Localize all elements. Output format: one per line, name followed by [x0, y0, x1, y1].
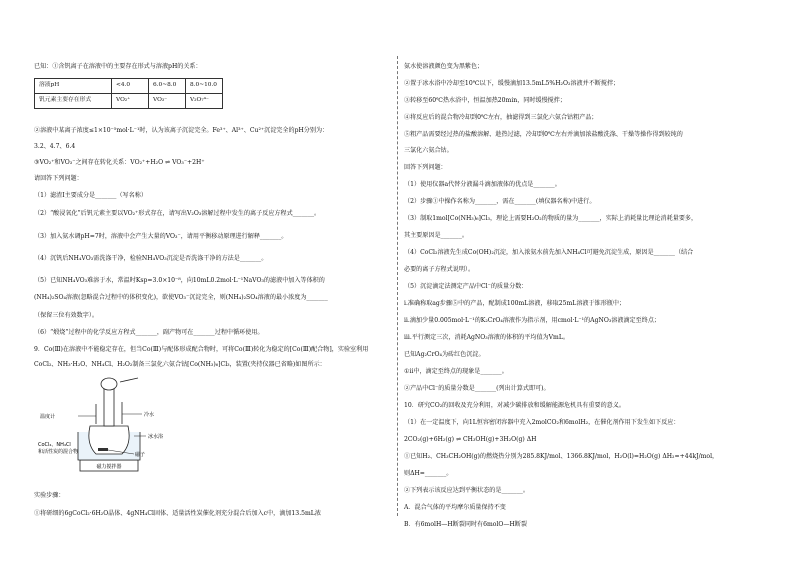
thermometer-label: 温度计 — [40, 414, 56, 420]
table-row — [35, 79, 223, 94]
known-conditions-intro: 已知：①含钒离子在溶液中的主要存在形式与溶液pH的关系： — [34, 63, 202, 70]
question-line: 必要的离子方程式说明）。 — [404, 266, 475, 273]
mixture-label-1: CoCl₂、NH₄Cl — [38, 442, 71, 448]
text-line: ③转移至60℃热水浴中，恒温加热20min，同时缓慢搅拌； — [404, 97, 566, 104]
text-line: 三氯化六氨合钴。 — [404, 147, 453, 154]
question-line: ①已知H₂、CH₃CH₂OH(g)的燃烧热分别为285.8KJ/mol、1366.8KJ/mol，H₂O(l)=H₂O(g) ΔH₂=+44kJ/mol， — [404, 453, 719, 460]
apparatus-diagram — [38, 374, 178, 474]
mixture-label-2: 和活性炭的混合物 — [38, 449, 79, 455]
question-line: （1）使用仪器a代替分液漏斗滴加液体的优点是_______。 — [404, 181, 561, 188]
question-line: （保留三位有效数字）。 — [34, 312, 98, 319]
text-line: ②置于冰水浴中冷却至10℃以下，缓慢滴加13.5mL5%H₂O₂溶液并不断搅拌； — [404, 80, 620, 87]
table-cell: <4.0 — [112, 79, 149, 94]
magnet-label: 磁子 — [135, 452, 146, 458]
equation-line: 2CO₂(g)+6H₂(g) ⇌ CH₃OH(g)+3H₂O(g) ΔH — [404, 436, 537, 443]
flask-neck — [104, 388, 114, 426]
table-cell: VO₂⁺ — [112, 94, 149, 109]
text-line: 3.2、4.7、6.4 — [34, 143, 76, 150]
question-line: （6）“煅烧”过程中的化学反应方程式_______，副产物可在_______过程中循环使用。 — [34, 329, 264, 336]
table-cell: 钒元素主要存在形式 — [35, 94, 112, 109]
question-line: （1）滤渣Ⅰ主要成分是_______（写名称） — [34, 192, 147, 199]
text-line: 回答下列问题： — [404, 164, 447, 171]
question-line: （4）沉钒后NH₄VO₃需洗涤干净，检验NH₄VO₃沉淀是否洗涤干净的方法是_______。 — [34, 255, 268, 262]
question-line: 已知Ag₂CrO₄为砖红色沉淀。 — [404, 351, 485, 358]
dropping-funnel-a — [101, 378, 117, 390]
funnel-tube — [120, 378, 138, 382]
question-line: （3）制取1mol[Co(NH₃)₆]Cl₃，理论上需要H₂O₂的物质的量为_______，实际上消耗量比理论消耗量要多， — [404, 215, 698, 222]
question-line: ⅰ.准确称取ag步骤⑤中的产品，配制成100mL溶液，移取25mL溶液于锥形瓶中； — [404, 300, 626, 307]
text-line: ⑤粗产品需要经过热的盐酸溶解、趁热过滤，冷却到0℃左右并滴加浓盐酸洗涤、干燥等操作得到较纯的 — [404, 131, 683, 138]
table-cell: V₂O₇⁴⁻ — [186, 94, 223, 109]
column-divider — [397, 56, 398, 516]
text-line: ③VO₂⁺和VO₃⁻之间存在转化关系：VO₂⁺+H₂O ⇌ VO₃⁻+2H⁺ — [34, 159, 205, 166]
steps-heading: 实验步骤： — [34, 492, 65, 499]
question-line: 10．研究CO₂的回收及充分利用，对减少碳排放和缓解能源危机具有重要的意义。 — [404, 402, 625, 409]
text-line: 请回答下列问题： — [34, 175, 83, 182]
question-line: ①ⅱ中，滴定至终点的现象是_______。 — [404, 368, 508, 375]
stirrer-label: 磁力搅拌器 — [96, 464, 122, 470]
table-cell: 6.0~8.0 — [149, 79, 186, 94]
ice-bath-label: 冰水浴 — [148, 434, 164, 440]
question-line: （3）加入氨水调pH=7时，溶液中会产生大量的VO₃⁻，请用平衡移动原理进行解释_______。 — [34, 233, 288, 240]
question-line: （4）CoCl₂溶液先生成Co(OH)₂沉淀，加入浓氨水前先加入NH₄Cl可避免沉淀生成，原因是_______（结合 — [404, 249, 694, 256]
text-line: ④将反应后的混合物冷却到0℃左右，抽滤得到三氯化六氨合钴粗产品； — [404, 114, 598, 121]
question-line: （5）沉淀滴定法测定产品中Cl⁻的质量分数： — [404, 283, 528, 290]
table-cell: 8.0~10.0 — [186, 79, 223, 94]
cold-water-label: 冷水 — [144, 412, 155, 418]
option-a: A．混合气体的平均摩尔质量保持不变 — [404, 504, 506, 511]
text-line: ②溶液中某离子浓度≤1×10⁻⁵mol·L⁻¹时，认为该离子沉淀完全。Fe³⁺、Al³⁺、Cu²⁺沉淀完全的pH分别为： — [34, 127, 329, 134]
question-line: ⅲ.平行测定三次，消耗AgNO₃溶液的体积的平均值为VmL。 — [404, 334, 569, 341]
question-line: （2）步骤①中操作名称为_______，需在_______(填仪器名称)中进行。 — [404, 198, 596, 205]
question-line: 则ΔH=_______。 — [404, 470, 453, 477]
question-line: CoCl₂、NH₃·H₂O、NH₄Cl、H₂O₂制备三氯化六氨合钴[Co(NH₃)₆]Cl₃，装置(夹持仪器已省略)如图所示： — [34, 361, 326, 368]
stir-bar — [98, 448, 108, 451]
table-cell: VO₃⁻ — [149, 94, 186, 109]
question-line: ⅱ.滴加少量0.005mol·L⁻¹的K₂CrO₄溶液作为指示剂，用cmol·L⁻¹的AgNO₃溶液滴定至终点； — [404, 317, 661, 324]
question-line: （5）已知NH₄VO₃难溶于水，常温时Ksp=3.0×10⁻⁸，向10mL0.2mol·L⁻¹NaVO₃的滤液中加入等体积的 — [34, 277, 325, 284]
question-line: （1）在一定温度下，向1L恒容密闭容器中充入2molCO₂和6molH₂，在催化剂作用下发生如下反应： — [404, 419, 680, 426]
question-line: 其主要原因是_______。 — [404, 232, 468, 239]
text-line: 氨水使溶液颜色变为黑紫色； — [404, 63, 484, 70]
vanadium-species-table — [34, 78, 223, 109]
question-line: ②产品中Cl⁻的质量分数是_______(列出计算式即可)。 — [404, 385, 550, 392]
table-row — [35, 94, 223, 109]
option-b: B．有6molH—H断裂同时有6molO—H断裂 — [404, 521, 527, 528]
table-cell: 溶液pH — [35, 79, 112, 94]
flask-c — [89, 426, 129, 454]
question-line: (NH₄)₂SO₄溶液(忽略混合过程中的体积变化)，欲使VO₃⁻沉淀完全，则(NH₄)₂SO₄溶液的最小浓度为_______ — [34, 294, 328, 301]
question-line: 9．Co(Ⅲ)在溶液中不能稳定存在，但当Co(Ⅲ)与配体形成配合物时，可将Co(Ⅲ)转化为稳定的[Co(Ⅲ)配合物]，实验室利用 — [34, 346, 369, 353]
question-line: （2）“酸浸氧化”后钒元素主要以VO₂⁺形式存在，请写出V₂O₃溶解过程中发生的离子反应方程式_______。 — [34, 210, 321, 217]
apparatus-figure — [38, 374, 178, 474]
question-line: ②下列表示该反应达到平衡状态的是_______。 — [404, 487, 529, 494]
step-line: ①将研细的6gCoCl₂·6H₂O晶体、4gNH₄Cl固体、适量活性炭催化剂充分混合后加入c中，滴加13.5mL浓 — [34, 510, 321, 517]
